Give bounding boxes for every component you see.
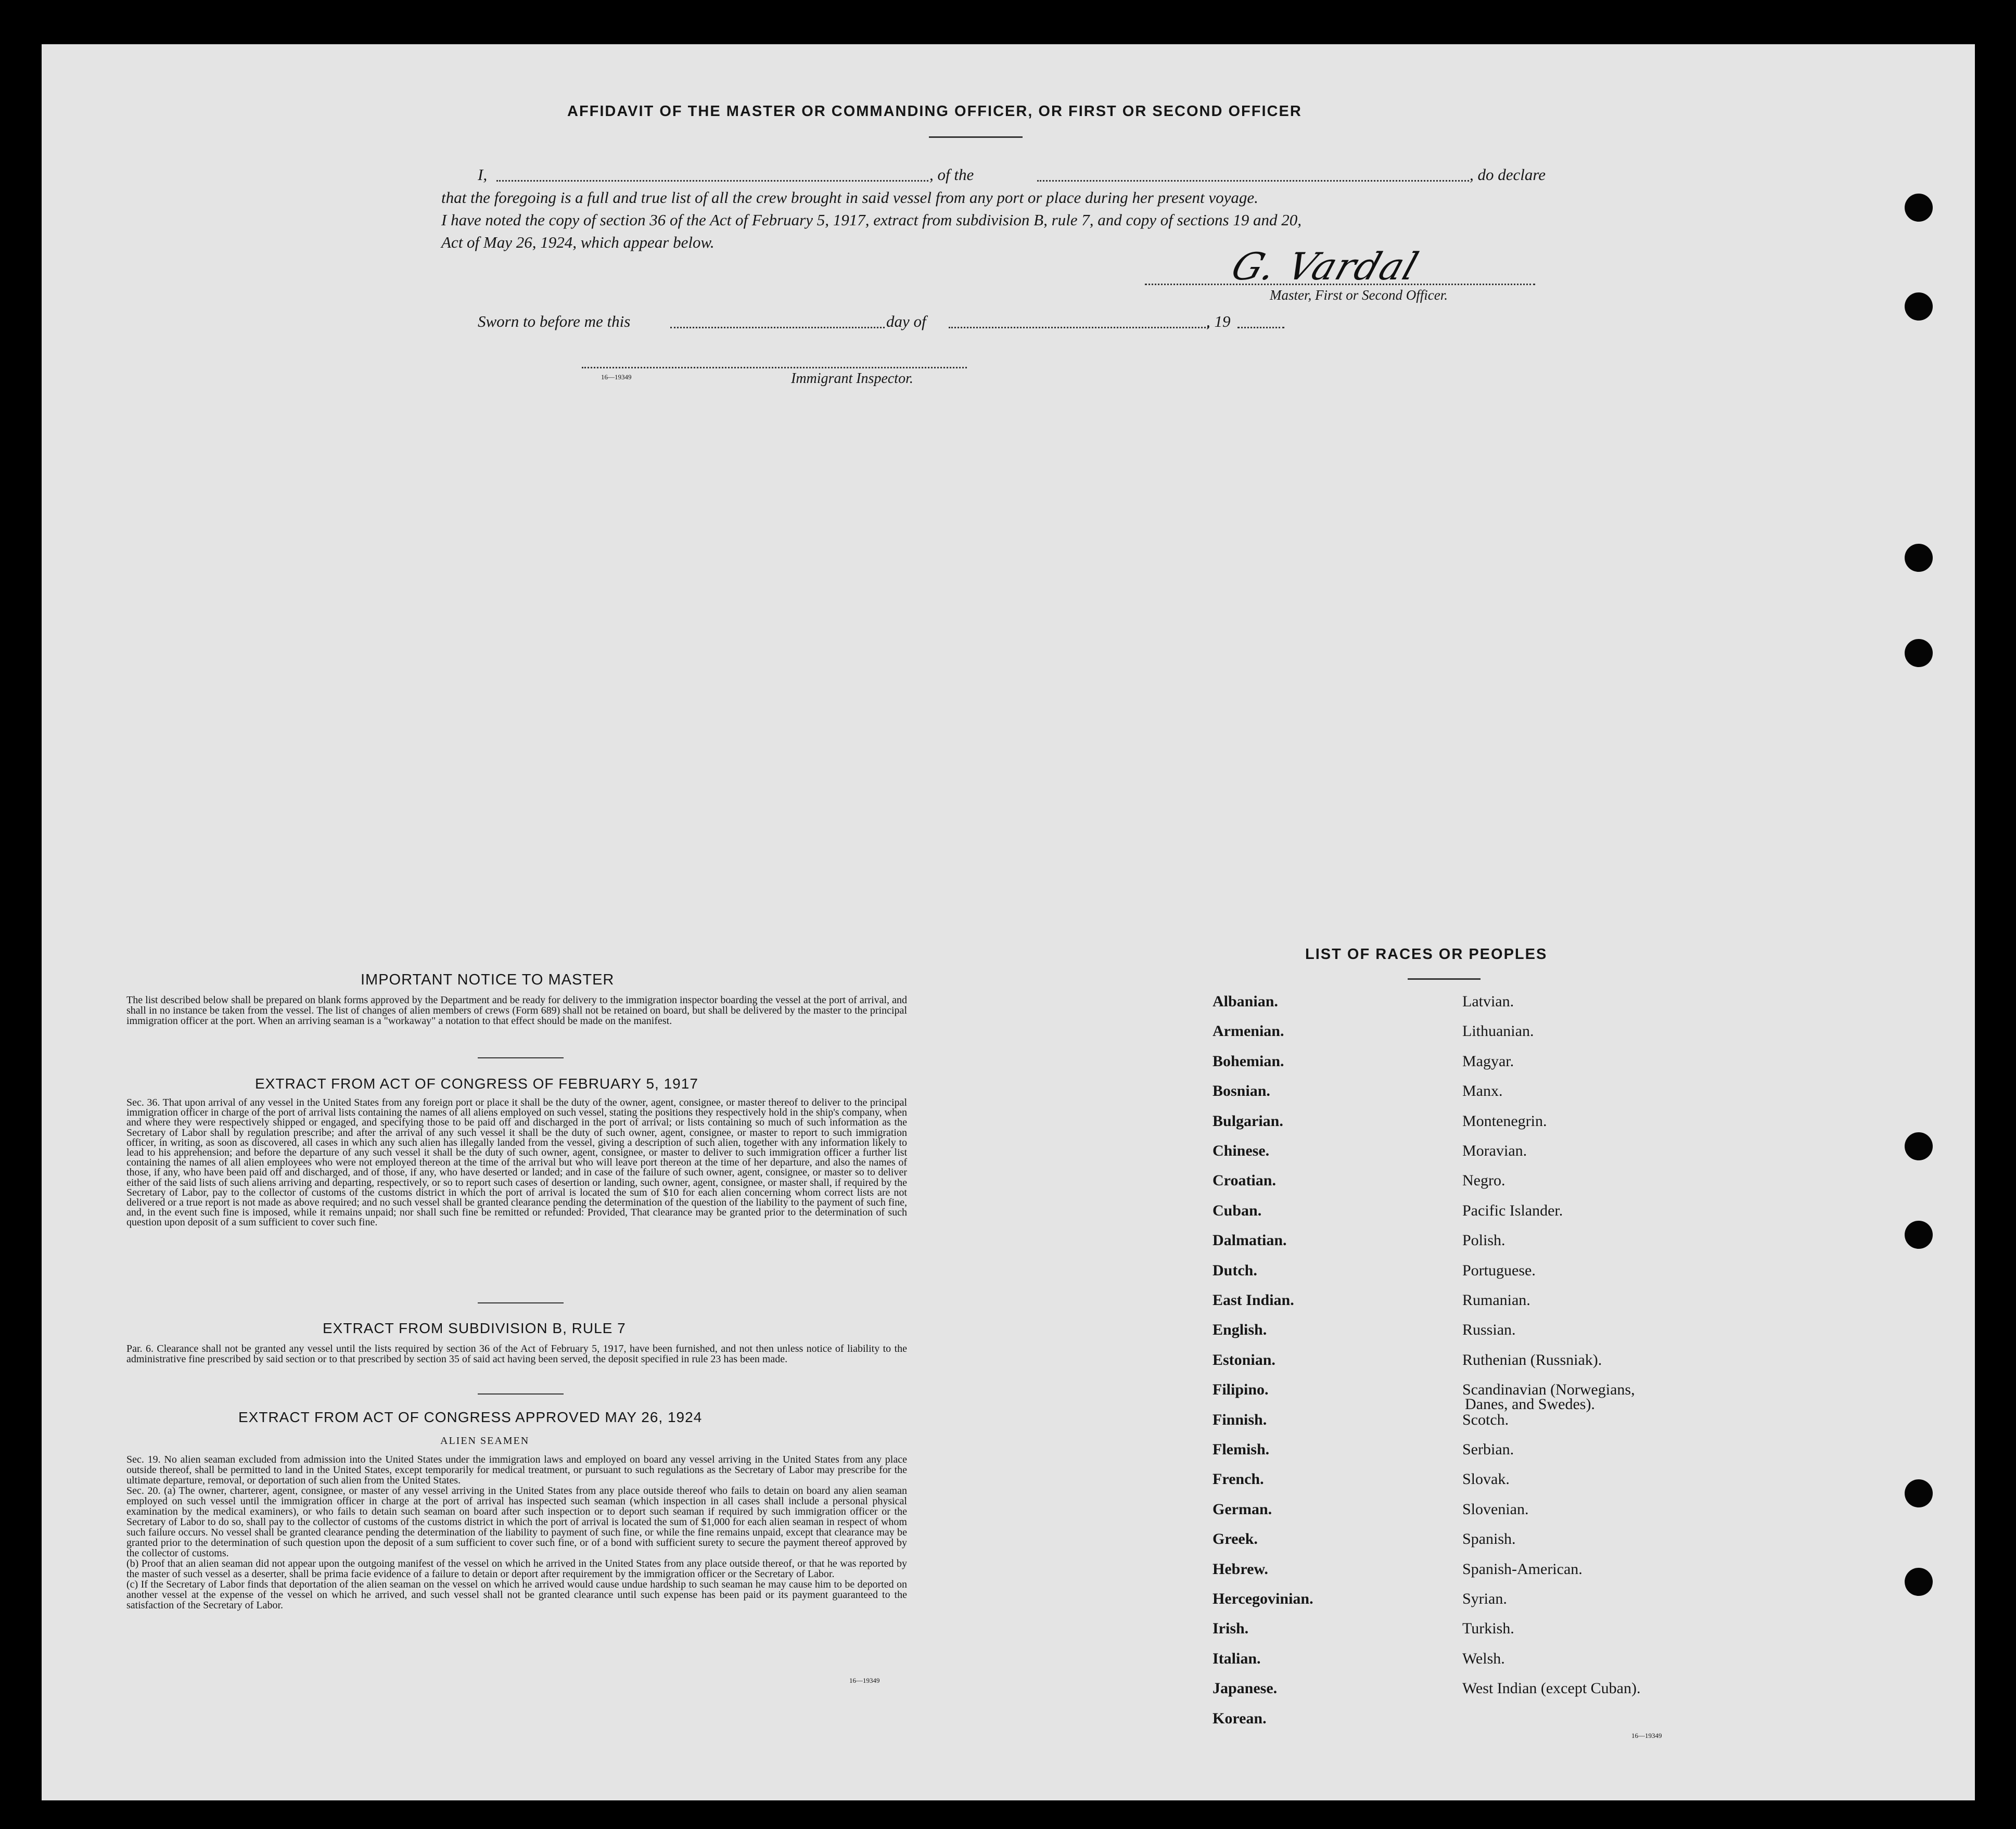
sec-20b-paragraph: (b) Proof that an alien seaman did not appear upon the outgoing manifest of the vessel on which he arrived in the United States from any place outside thereof, or that he was reported by the master of such vessel as a deserter, shall be prima facie evidence of a failure to detain or deport after requirement by the immigration officer or the Secretary of Labor. (126, 1558, 907, 1580)
extract-1924-form-number: 16—19349 (849, 1677, 880, 1684)
race-item: Pacific Islander. (1462, 1201, 1563, 1219)
rule7-title: EXTRACT FROM SUBDIVISION B, RULE 7 (323, 1320, 626, 1336)
sworn-year-blank (1237, 327, 1284, 328)
rule7-rule (478, 1393, 564, 1395)
notice-text: The list described below shall be prepared on blank forms approved by the Department and be ready for delivery to the immigration inspector boarding the vessel at the port of arrival, and shall in no instance be taken from the vessel. The list of changes of alien members of crews (Form 689) shall not be retained on board, but shall be delivered by the master to the principal immigration officer at the port. When an arriving seaman is a "workaway" a notation to that effect should be made on the manifest. (126, 994, 907, 1027)
extract-1924-subtitle: ALIEN SEAMEN (440, 1435, 530, 1447)
extract-1917-title: EXTRACT FROM ACT OF CONGRESS OF FEBRUARY 5, 1917 (255, 1076, 698, 1092)
races-form-number: 16—19349 (1631, 1732, 1662, 1740)
race-item: Portuguese. (1462, 1261, 1536, 1279)
race-item: Korean. (1213, 1709, 1267, 1727)
vessel-blank (1037, 180, 1469, 182)
extract-1917-text: Sec. 36. That upon arrival of any vessel in the United States from any foreign port or place it shall be the duty of the owner, agent, consignee, or master thereof to deliver to the principal immigration officer in charge of the port of arrival lists containing the names of all aliens employed on such vessel, stating the positions they respectively hold in the ship's company, when and where they were respectively shipped or engaged, and specifying those to be paid off and discharged in the port of arrival; or lists containing so much of such information as the Secretary of Labor shall by regulation prescribe; and after the arrival of any such vessel it shall be the duty of such owner, agent, consignee, or master to report to such immigration officer, in writing, as soon as discovered, all cases in which any such alien has illegally landed from the vessel, giving a description of such alien, together with any information likely to lead to his apprehension; and before the departure of any such vessel it shall be the duty of such owner, agent, consignee, or master to deliver to such immigration officer a further list containing the names of all alien employees who were not employed thereon at the time of the arrival but who will leave port thereon at the time of her departure, and also the names of those, if any, who have been paid off and discharged, and of those, if any, who have deserted or landed; and in case of the failure of such owner, agent, consignee, or master so to deliver either of the said lists of such aliens arriving and departing, respectively, or so to report such cases of desertion or landing, such owner, agent, consignee, or master shall, if required by the Secretary of Labor, pay to the collector of customs of the customs district in which the port of arrival is located the sum of $10 for each alien concerning whom correct lists are not delivered or a true report is not made as above required; and no such vessel shall be granted clearance pending the determination of the question of the liability to the payment of such fine, and, in the event such fine is imposed, while it remains unpaid; nor shall such fine be remitted or refunded: Provided, That clearance may be granted prior to the determination of such question upon deposit of a sum sufficient to cover such fine. (126, 1097, 907, 1229)
notice-rule (478, 1057, 564, 1058)
race-item: Filipino. (1213, 1381, 1269, 1399)
extract-1917-rule (478, 1302, 564, 1303)
race-item: Slovenian. (1462, 1500, 1529, 1518)
races-title: LIST OF RACES OR PEOPLES (1305, 946, 1548, 963)
race-item: Danes, and Swedes). (1465, 1396, 1595, 1413)
sec-19-paragraph: Sec. 19. No alien seaman excluded from admission into the United States under the immigration laws and employed on board any vessel arriving in the United States from any place outside thereof, shall be permitted to land in the United States, except temporarily for medical treatment, or pursuant to such regulations as the Secretary of Labor may prescribe for the ultimate departure, removal, or deportation of such alien from the United States. (126, 1454, 907, 1486)
signature: G. Vardal (1226, 245, 1425, 288)
name-blank (496, 180, 928, 182)
race-item: Polish. (1462, 1232, 1505, 1249)
inspector-form-number: 16—19349 (601, 373, 632, 381)
race-item: Hercegovinian. (1213, 1590, 1313, 1607)
race-item: Syrian. (1462, 1590, 1507, 1607)
race-item: Estonian. (1213, 1351, 1275, 1368)
race-item: Magyar. (1462, 1052, 1514, 1070)
punch-hole (1905, 1221, 1933, 1249)
race-item: Montenegrin. (1462, 1112, 1547, 1130)
race-item: Dalmatian. (1213, 1232, 1287, 1249)
affidavit-title: AFFIDAVIT OF THE MASTER OR COMMANDING OFFICER, OR FIRST OR SECOND OFFICER (567, 103, 1302, 120)
title-rule (929, 136, 1023, 138)
race-item: Bulgarian. (1213, 1112, 1283, 1130)
race-item: Slovak. (1462, 1470, 1510, 1488)
declaration-of-the: , of the (929, 165, 974, 184)
race-item: Lithuanian. (1462, 1022, 1534, 1040)
race-item: Irish. (1213, 1620, 1249, 1638)
punch-hole (1905, 544, 1933, 572)
races-title-rule (1408, 978, 1481, 980)
race-item: Flemish. (1213, 1441, 1270, 1458)
sworn-month-blank (949, 327, 1209, 328)
extract-1924-text (126, 1454, 907, 1610)
punch-hole (1905, 1132, 1933, 1160)
race-item: Greek. (1213, 1530, 1258, 1548)
sworn-prefix: Sworn to before me this (478, 312, 631, 330)
punch-hole (1905, 639, 1933, 667)
race-item: West Indian (except Cuban). (1462, 1680, 1641, 1697)
race-item: Albanian. (1213, 993, 1278, 1010)
race-item: Cuban. (1213, 1201, 1262, 1219)
race-item: Croatian. (1213, 1172, 1276, 1190)
sworn-line (478, 312, 1290, 333)
punch-hole (1905, 194, 1933, 222)
declaration-line-1 (478, 165, 1555, 186)
declaration-i: I, (478, 165, 488, 184)
race-item: Latvian. (1462, 993, 1514, 1010)
race-item: Chinese. (1213, 1142, 1270, 1159)
sec-20a-paragraph: Sec. 20. (a) The owner, charterer, agent, consignee, or master of any vessel arriving in the United States from any place outside thereof who fails to detain on board any alien seaman employed on such vessel until the immigration officer in charge at the port of arrival has inspected such seaman (which inspection in all cases shall include a personal physical examination by the medical examiners), or who fails to detain such seaman on board after such inspection or to deport such seaman if required by such immigration officer or the Secretary of Labor to do so, shall pay to the collector of customs of the customs district in which the port of arrival is located the sum of $1,000 for each alien seaman in respect of whom such failure occurs. No vessel shall be granted clearance pending the determination of the liability to payment of such fine, or while the fine remains unpaid, except that clearance may be granted prior to the determination of such question upon the deposit of a sum sufficient to cover such fine, or of a bond with sufficient surety to secure the payment thereof approved by the collector of customs. (126, 1485, 907, 1559)
declaration-line-2: that the foregoing is a full and true list of all the crew brought in said vessel from any port or place during her present voyage. (441, 188, 1258, 207)
race-item: Dutch. (1213, 1261, 1257, 1279)
extract-1924-title: EXTRACT FROM ACT OF CONGRESS APPROVED MAY 26, 1924 (238, 1409, 703, 1425)
punch-hole (1905, 1568, 1933, 1596)
race-item: Rumanian. (1462, 1291, 1530, 1309)
rule7-text: Par. 6. Clearance shall not be granted any vessel until the lists required by section 36 of the Act of February 5, 1917, have been furnished, and not then unless notice of liability to the administrative fine prescribed by said section or to that prescribed by section 35 of said act having been served, the deposit specified in rule 23 has been made. (126, 1343, 907, 1365)
declaration-line-3: I have noted the copy of section 36 of the Act of February 5, 1917, extract from subdivision B, rule 7, and copy of sections 19 and 20, (441, 211, 1302, 229)
inspector-caption: Immigrant Inspector. (791, 370, 913, 387)
race-item: Bohemian. (1213, 1052, 1284, 1070)
race-item: Hebrew. (1213, 1560, 1268, 1578)
race-item: Moravian. (1462, 1142, 1527, 1159)
race-item: Scotch. (1462, 1411, 1509, 1428)
race-item: Italian. (1213, 1649, 1261, 1667)
race-item: Spanish. (1462, 1530, 1516, 1548)
race-item: East Indian. (1213, 1291, 1294, 1309)
sworn-day-blank (670, 327, 885, 328)
sworn-day-label: day of (886, 312, 926, 330)
race-item: English. (1213, 1321, 1267, 1339)
signature-caption: Master, First or Second Officer. (1270, 287, 1448, 303)
race-item: Turkish. (1462, 1620, 1514, 1638)
race-item: Welsh. (1462, 1649, 1505, 1667)
race-item: Spanish-American. (1462, 1560, 1583, 1578)
race-item: Bosnian. (1213, 1082, 1270, 1100)
race-item: Negro. (1462, 1172, 1505, 1190)
race-item: Serbian. (1462, 1441, 1514, 1458)
inspector-line (582, 367, 967, 368)
race-item: Manx. (1462, 1082, 1503, 1100)
race-item: Finnish. (1213, 1411, 1267, 1428)
race-item: Japanese. (1213, 1680, 1278, 1697)
declaration-do-declare: , do declare (1470, 165, 1546, 184)
sworn-year-label: , 19 (1206, 312, 1231, 330)
declaration-line-4: Act of May 26, 1924, which appear below. (441, 233, 714, 251)
race-item: Ruthenian (Russniak). (1462, 1351, 1602, 1368)
sec-20c-paragraph: (c) If the Secretary of Labor finds that deportation of the alien seaman on the vessel on which he arrived would cause undue hardship to such seaman he may cause him to be deported on another vessel at the expense of the vessel on which he arrived, and such vessel shall not be granted clearance until such expense has been paid or its payment guaranteed to the satisfaction of the Secretary of Labor. (126, 1579, 907, 1611)
race-item: German. (1213, 1500, 1272, 1518)
race-item: Armenian. (1213, 1022, 1284, 1040)
race-item: Scandinavian (Norwegians, (1462, 1381, 1635, 1399)
race-item: Russian. (1462, 1321, 1516, 1339)
punch-hole (1905, 292, 1933, 321)
race-item: French. (1213, 1470, 1264, 1488)
punch-hole (1905, 1479, 1933, 1507)
notice-title: IMPORTANT NOTICE TO MASTER (361, 971, 615, 988)
